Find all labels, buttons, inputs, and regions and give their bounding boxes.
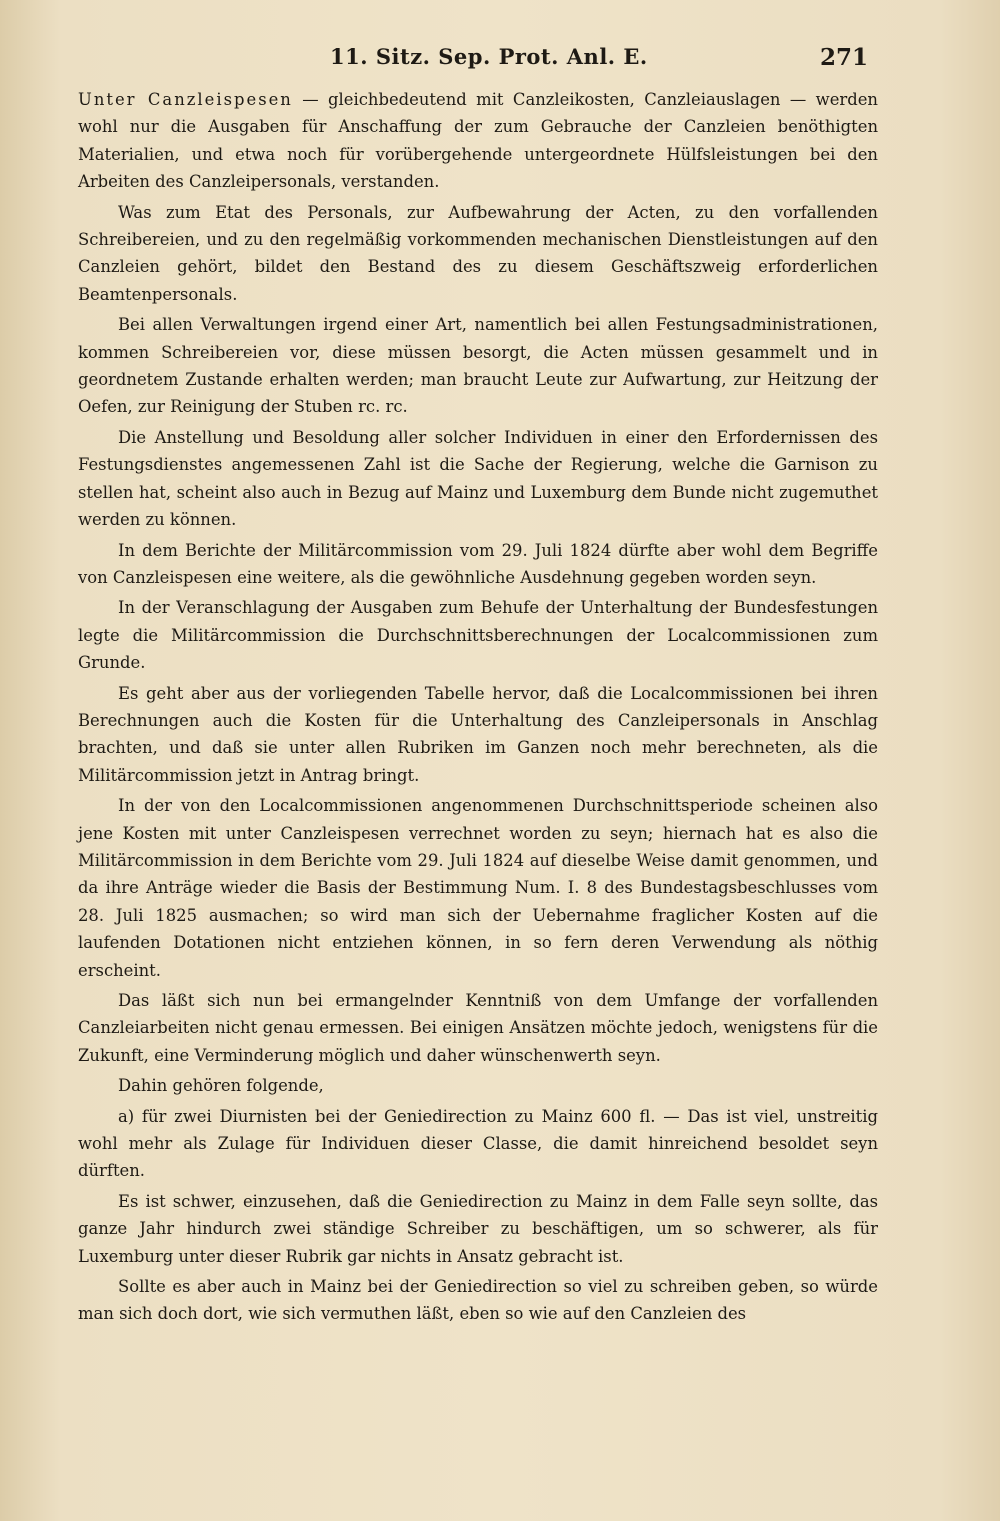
paragraph: Dahin gehören folgende,	[118, 1076, 324, 1096]
paragraph: Was zum Etat des Personals, zur Aufbewahrung der Acten, zu den vorfallenden Schreibereien, und zu den regelmäßig vorkommenden mechanischen Dienstleistungen auf den Canzleien gehört, bildet den Bestand des zu diesem Geschäftszweig erforderlichen Beamtenpersonals.	[78, 202, 878, 304]
paragraph	[78, 86, 878, 196]
paragraph: Das läßt sich nun bei ermangelnder Kenntniß von dem Umfange der vorfallenden Canzleiarbeiten nicht genau ermessen. Bei einigen Ansätzen möchte jedoch, wenigstens für die Zukunft, eine Verminderung möglich und daher wünschenwerth seyn.	[78, 991, 878, 1065]
paragraph: In der von den Localcommissionen angenommenen Durchschnittsperiode scheinen also jene Kosten mit unter Canzleispesen verrechnet worden zu seyn; hiernach hat es also die Militärcommission in dem Berichte vom 29. Juli 1824 auf dieselbe Weise damit genommen, und da ihre Anträge wieder die Basis der Bestimmung Num. I. 8 des Bundestagsbeschlusses vom 28. Juli 1825 ausmachen; so wird man sich der Uebernahme fraglicher Kosten auf die laufenden Dotationen nicht entziehen können, in so fern deren Verwendung als nöthig erscheint.	[78, 796, 878, 980]
list-item: a) für zwei Diurnisten bei der Geniedirection zu Mainz 600 fl. — Das ist viel, unstreitig wohl mehr als Zulage für Individuen dieser Classe, die damit hinreichend besoldet seyn dürften.	[78, 1106, 878, 1181]
paragraph: Es ist schwer, einzusehen, daß die Geniedirection zu Mainz in dem Falle seyn sollte, das ganze Jahr hindurch zwei ständige Schreiber zu beschäftigen, um so schwerer, als für Luxemburg unter dieser Rubrik gar nichts in Ansatz gebracht ist.	[78, 1191, 878, 1266]
paragraph: Sollte es aber auch in Mainz bei der Geniedirection so viel zu schreiben geben, so würde man sich doch dort, wie sich vermuthen läßt, eben so wie auf den Canzleien des	[78, 1277, 878, 1324]
paragraph-text: — gleichbedeutend mit Canzleikosten, Canzleiauslagen — werden wohl nur die Ausgaben für Anschaffung der zum Gebrauche der Canzleien benöthigten Materialien, und etwa noch für vorübergehende untergeordnete Hülfsleistungen bei den Arbeiten des Canzleipersonals, verstanden.	[78, 90, 878, 192]
paragraph: Die Anstellung und Besoldung aller solcher Individuen in einer den Erfordernissen des Festungsdienstes angemessenen Zahl ist die Sache der Regierung, welche die Garnison zu stellen hat, scheint also auch in Bezug auf Mainz und Luxemburg dem Bunde nicht zugemuthet werden zu können.	[78, 427, 878, 530]
running-head: 11. Sitz. Sep. Prot. Anl. E.	[330, 44, 648, 69]
document-body	[78, 86, 878, 1331]
emphasized-term: Unter Canzleispesen	[78, 90, 293, 109]
page-number: 271	[820, 44, 869, 71]
page-header	[0, 44, 1000, 78]
paragraph: Es geht aber aus der vorliegenden Tabelle hervor, daß die Localcommissionen bei ihren Berechnungen auch die Kosten für die Unterhaltung des Canzleipersonals in Anschlag brachten, und daß sie unter allen Rubriken im Ganzen noch mehr berechneten, als die Militärcommission jetzt in Antrag bringt.	[78, 683, 878, 785]
paragraph: In dem Berichte der Militärcommission vom 29. Juli 1824 dürfte aber wohl dem Begriffe von Canzleispesen eine weitere, als die gewöhnliche Ausdehnung gegeben worden seyn.	[78, 540, 878, 587]
paragraph: Bei allen Verwaltungen irgend einer Art, namentlich bei allen Festungsadministrationen, kommen Schreibereien vor, diese müssen besorgt, die Acten müssen gesammelt und in geordnetem Zustande erhalten werden; man braucht Leute zur Aufwartung, zur Heitzung der Oefen, zur Reinigung der Stuben rc. rc.	[78, 315, 878, 417]
paragraph: In der Veranschlagung der Ausgaben zum Behufe der Unterhaltung der Bundesfestungen legte die Militärcommission die Durchschnittsberechnungen der Localcommissionen zum Grunde.	[78, 598, 878, 673]
